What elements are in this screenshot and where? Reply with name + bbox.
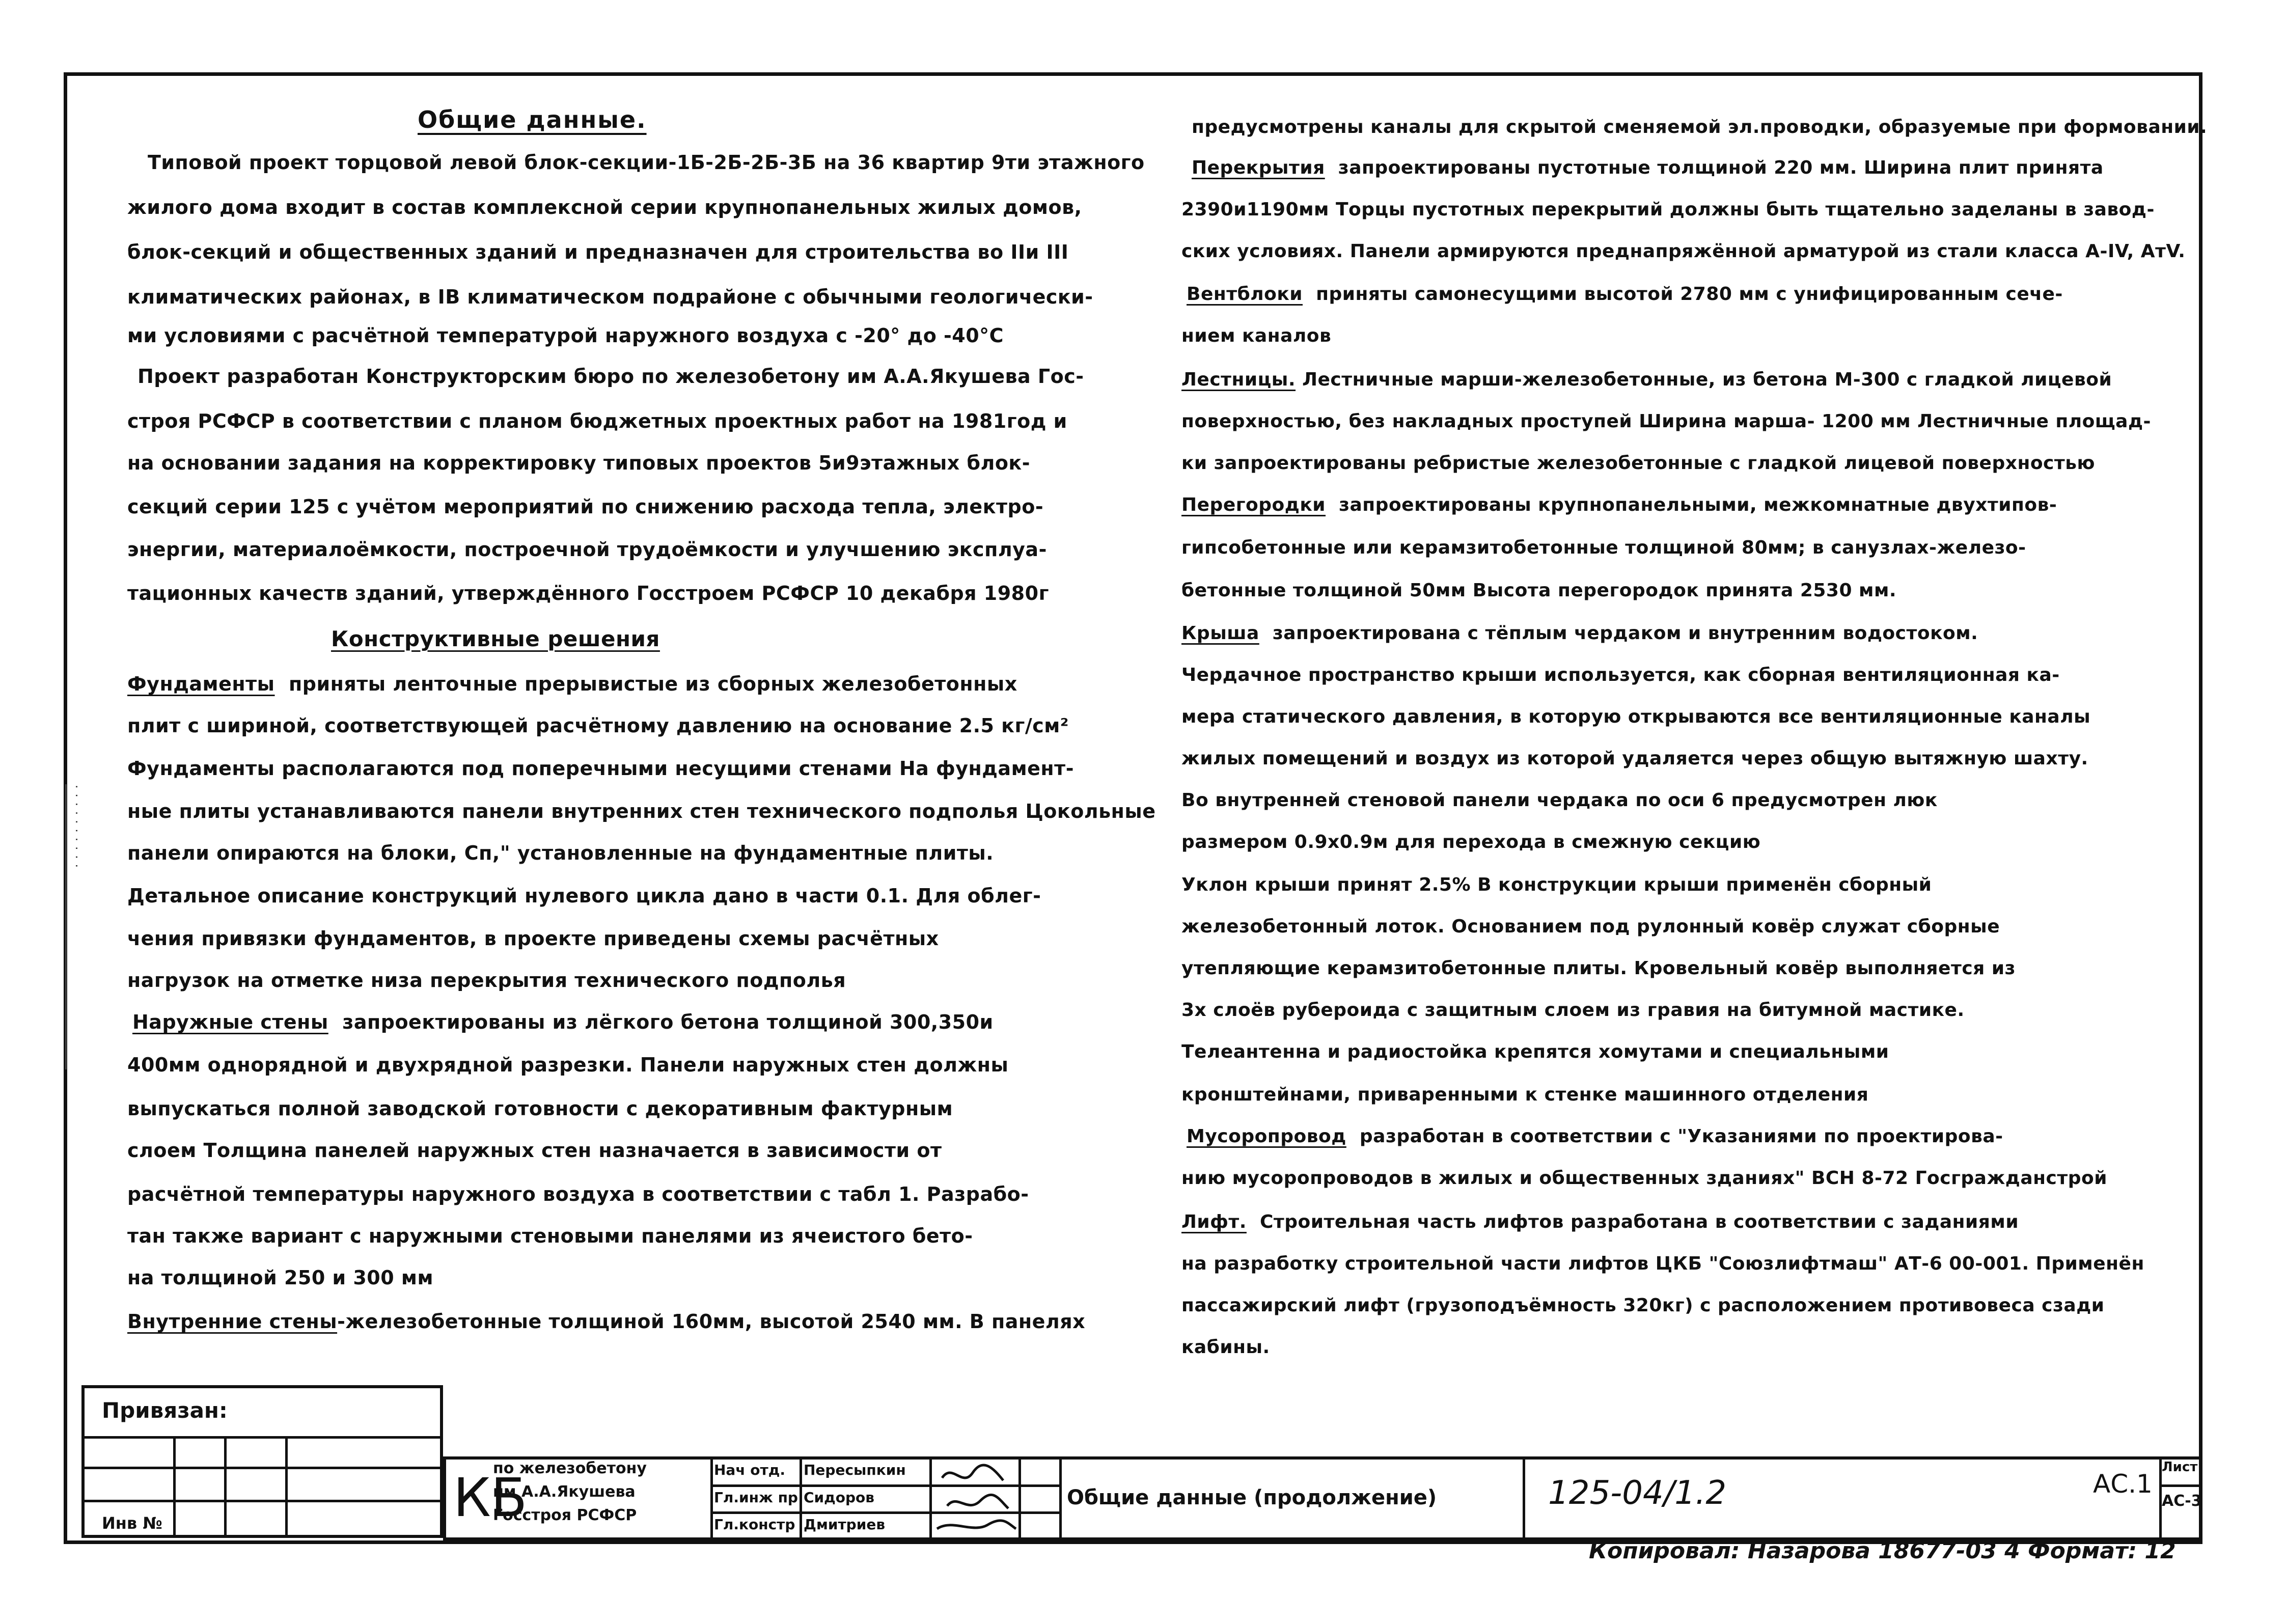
inventory-label: Инв № bbox=[102, 1513, 162, 1533]
roof-label: Крыша bbox=[1181, 623, 1259, 644]
foundations-label: Фундаменты bbox=[127, 673, 275, 695]
outer-walls-line: тан также вариант с наружными стеновыми панелями из ячеистого бето- bbox=[127, 1225, 973, 1247]
intro-line: строя РСФСР в соответствии с планом бюджетных проектных работ на 1981год и bbox=[127, 410, 1067, 432]
stairs-text: Лестничные марши-железобетонные, из бетона М-300 с гладкой лицевой bbox=[1302, 369, 2112, 390]
org-line: им А.А.Якушева bbox=[493, 1483, 636, 1501]
floors-text: запроектированы пустотные толщиной 220 мм. Ширина плит принята bbox=[1338, 157, 2104, 178]
lift-line: на разработку строительной части лифтов ЦКБ "Союзлифтмаш" АТ-6 00-001. Применён bbox=[1181, 1253, 2144, 1274]
role-label: Гл.констр bbox=[714, 1516, 795, 1533]
outer-walls-line: расчётной температуры наружного воздуха в соответствии с табл 1. Разрабо- bbox=[127, 1183, 1029, 1205]
intro-line: на основании задания на корректировку типовых проектов 5и9этажных блок- bbox=[127, 452, 1030, 474]
roof-line: железобетонный лоток. Основанием под рулонный ковёр служат сборные bbox=[1181, 916, 2000, 937]
foundations-line: Фундаменты располагаются под поперечными несущими стенами На фундамент- bbox=[127, 757, 1074, 780]
grid-line bbox=[81, 1467, 443, 1469]
stairs-line: ки запроектированы ребристые железобетонные с гладкой лицевой поверхностью bbox=[1181, 453, 2096, 474]
floors-line: 2390и1190мм Торцы пустотных перекрытий должны быть тщательно заделаны в завод- bbox=[1181, 199, 2155, 220]
foundations-line: панели опираются на блоки, Сп," установленные на фундаментные плиты. bbox=[127, 842, 994, 864]
floors-label: Перекрытия bbox=[1192, 157, 1325, 178]
grid-line bbox=[1523, 1456, 1525, 1540]
foundations-line: чения привязки фундаментов, в проекте приведены схемы расчётных bbox=[127, 927, 939, 950]
page-title: Общие данные. bbox=[418, 106, 647, 133]
intro-line: ми условиями с расчётной температурой наружного воздуха с -20° до -40°С bbox=[127, 324, 1004, 347]
grid-line bbox=[173, 1436, 176, 1538]
binding-label: Привязан: bbox=[102, 1398, 228, 1423]
grid-line bbox=[224, 1436, 227, 1538]
signer-name: Сидоров bbox=[804, 1489, 875, 1506]
lift-line: пассажирский лифт (грузоподъёмность 320кг) с расположением противовеса сзади bbox=[1181, 1295, 2105, 1316]
vent-line: нием каналов bbox=[1181, 325, 1332, 346]
project-code: 125-04/1.2 bbox=[1548, 1474, 1727, 1512]
intro-line: секций серии 125 с учётом мероприятий по снижению расхода тепла, электро- bbox=[127, 496, 1044, 518]
roof-line: жилых помещений и воздух из которой удаляется через общую вытяжную шахту. bbox=[1181, 748, 2088, 769]
role-label: Нач отд. bbox=[714, 1462, 786, 1478]
intro-line: энергии, материалоёмкости, построечной трудоёмкости и улучшению эксплуа- bbox=[127, 538, 1047, 561]
side-margin-text: · · · · · · · · · · bbox=[70, 784, 84, 868]
grid-line bbox=[1059, 1456, 1062, 1540]
chute-text: разработан в соответствии с "Указаниями по проектирова- bbox=[1359, 1126, 2003, 1147]
org-line: Госстроя РСФСР bbox=[493, 1506, 637, 1524]
roof-line: кронштейнами, приваренными к стенке машинного отделения bbox=[1181, 1084, 1869, 1105]
foundations-line: нагрузок на отметке низа перекрытия технического подполья bbox=[127, 969, 846, 992]
signer-name: Пересыпкин bbox=[804, 1462, 906, 1478]
roof-text: запроектирована с тёплым чердаком и внутренним водостоком. bbox=[1272, 623, 1978, 644]
outer-walls-line: на толщиной 250 и 300 мм bbox=[127, 1267, 434, 1289]
sheet-title: Общие данные (продолжение) bbox=[1067, 1486, 1437, 1509]
grid-line bbox=[710, 1456, 713, 1540]
outer-walls-line: 400мм однорядной и двухрядной разрезки. Панели наружных стен должны bbox=[127, 1054, 1009, 1076]
roof-line: Во внутренней стеновой панели чердака по оси 6 предусмотрен люк bbox=[1181, 790, 1938, 811]
section-subheading: Конструктивные решения bbox=[331, 626, 660, 651]
foundations-line: плит с шириной, соответствующей расчётному давлению на основание 2.5 кг/см² bbox=[127, 714, 1069, 737]
intro-line: блок-секций и общественных зданий и предназначен для строительства во IIи III bbox=[127, 241, 1069, 263]
vent-label: Вентблоки bbox=[1187, 284, 1303, 305]
roof-line: размером 0.9х0.9м для перехода в смежную секцию bbox=[1181, 832, 1761, 852]
org-logo: КБ bbox=[453, 1467, 528, 1529]
sheet-number: АС-3 bbox=[2162, 1492, 2202, 1510]
intro-line: предусмотрены каналы для скрытой сменяемой эл.проводки, образуемые при формовании. bbox=[1192, 117, 2208, 137]
roof-line: Телеантенна и радиостойка крепятся хомутами и специальными bbox=[1181, 1041, 1889, 1062]
stairs-label: Лестницы. bbox=[1181, 369, 1296, 390]
roof-line: Уклон крыши принят 2.5% В конструкции крыши применён сборный bbox=[1181, 874, 1932, 895]
grid-line bbox=[1018, 1456, 1021, 1540]
grid-line bbox=[81, 1436, 443, 1439]
partitions-line: бетонные толщиной 50мм Высота перегородок принята 2530 мм. bbox=[1181, 580, 1897, 601]
lift-label: Лифт. bbox=[1181, 1212, 1247, 1232]
partitions-text: запроектированы крупнопанельными, межкомнатные двухтипов- bbox=[1339, 494, 2057, 515]
stairs-line: поверхностью, без накладных проступей Ширина марша- 1200 мм Лестничные площад- bbox=[1181, 411, 2151, 432]
outer-walls-label: Наружные стены bbox=[132, 1011, 328, 1033]
grid-line bbox=[800, 1456, 802, 1540]
foundations-line: Детальное описание конструкций нулевого цикла дано в части 0.1. Для облег- bbox=[127, 885, 1041, 907]
roof-line: мера статического давления, в которую открываются все вентиляционные каналы bbox=[1181, 706, 2091, 727]
roof-line: Чердачное пространство крыши используется, как сборная вентиляционная ка- bbox=[1181, 665, 2060, 685]
side-margin-stamp bbox=[65, 784, 84, 1069]
outer-walls-line: слоем Толщина панелей наружных стен назначается в зависимости от bbox=[127, 1139, 942, 1162]
intro-line: тационных качеств зданий, утверждённого Госстроем РСФСР 10 декабря 1980г bbox=[127, 582, 1049, 604]
lift-text: Строительная часть лифтов разработана в соответствии с заданиями bbox=[1259, 1212, 2019, 1232]
foundations-text: приняты ленточные прерывистые из сборных железобетонных bbox=[289, 673, 1017, 695]
grid-line bbox=[2159, 1484, 2202, 1487]
lift-line: кабины. bbox=[1181, 1337, 1270, 1358]
copyist-note: Копировал: Назарова 18677-03 4 Формат: 12 bbox=[1589, 1538, 2176, 1564]
intro-line: Типовой проект торцовой левой блок-секции-1Б-2Б-2Б-3Б на 36 квартир 9ти этажного bbox=[148, 151, 1145, 174]
signer-name: Дмитриев bbox=[804, 1516, 886, 1533]
grid-line bbox=[285, 1436, 288, 1538]
chute-line: нию мусоропроводов в жилых и общественных зданиях" ВСН 8-72 Госгражданстрой bbox=[1181, 1168, 2107, 1189]
inner-walls-label: Внутренние стены bbox=[127, 1310, 338, 1333]
signatures-image bbox=[932, 1457, 1018, 1539]
right-column bbox=[1181, 117, 2208, 1381]
partitions-label: Перегородки bbox=[1181, 494, 1326, 515]
grid-line bbox=[81, 1500, 443, 1502]
partitions-line: гипсобетонные или керамзитобетонные толщиной 80мм; в санузлах-железо- bbox=[1181, 537, 2026, 558]
roof-line: утепляющие керамзитобетонные плиты. Кровельный ковёр выполняется из bbox=[1181, 958, 2016, 979]
outer-walls-text: запроектированы из лёгкого бетона толщиной 300,350и bbox=[342, 1011, 994, 1033]
intro-line: Проект разработан Конструкторским бюро по железобетону им А.А.Якушева Гос- bbox=[137, 365, 1084, 388]
chute-label: Мусоропровод bbox=[1187, 1126, 1346, 1147]
sheet-label: Лист bbox=[2162, 1460, 2198, 1475]
outer-walls-line: выпускаться полной заводской готовности с декоративным фактурным bbox=[127, 1097, 953, 1120]
floors-line: ских условиях. Панели армируются преднапряжённой арматурой из стали класса А-IV, АтV. bbox=[1181, 241, 2186, 262]
stage-code: АС.1 bbox=[2093, 1469, 2153, 1499]
intro-line: жилого дома входит в состав комплексной серии крупнопанельных жилых домов, bbox=[127, 196, 1082, 218]
intro-line: климатических районах, в IВ климатическом подрайоне с обычными геологически- bbox=[127, 286, 1093, 308]
role-label: Гл.инж пр bbox=[714, 1489, 798, 1506]
org-line: по железобетону bbox=[493, 1460, 647, 1477]
foundations-line: ные плиты устанавливаются панели внутренних стен технического подполья Цокольные bbox=[127, 800, 1156, 822]
vent-text: приняты самонесущими высотой 2780 мм с унифицированным сече- bbox=[1316, 284, 2063, 305]
inner-walls-text: -железобетонные толщиной 160мм, высотой 2540 мм. В панелях bbox=[337, 1310, 1086, 1333]
roof-line: 3х слоёв рубероида с защитным слоем из гравия на битумной мастике. bbox=[1181, 1000, 1965, 1021]
left-column bbox=[127, 153, 1161, 1339]
